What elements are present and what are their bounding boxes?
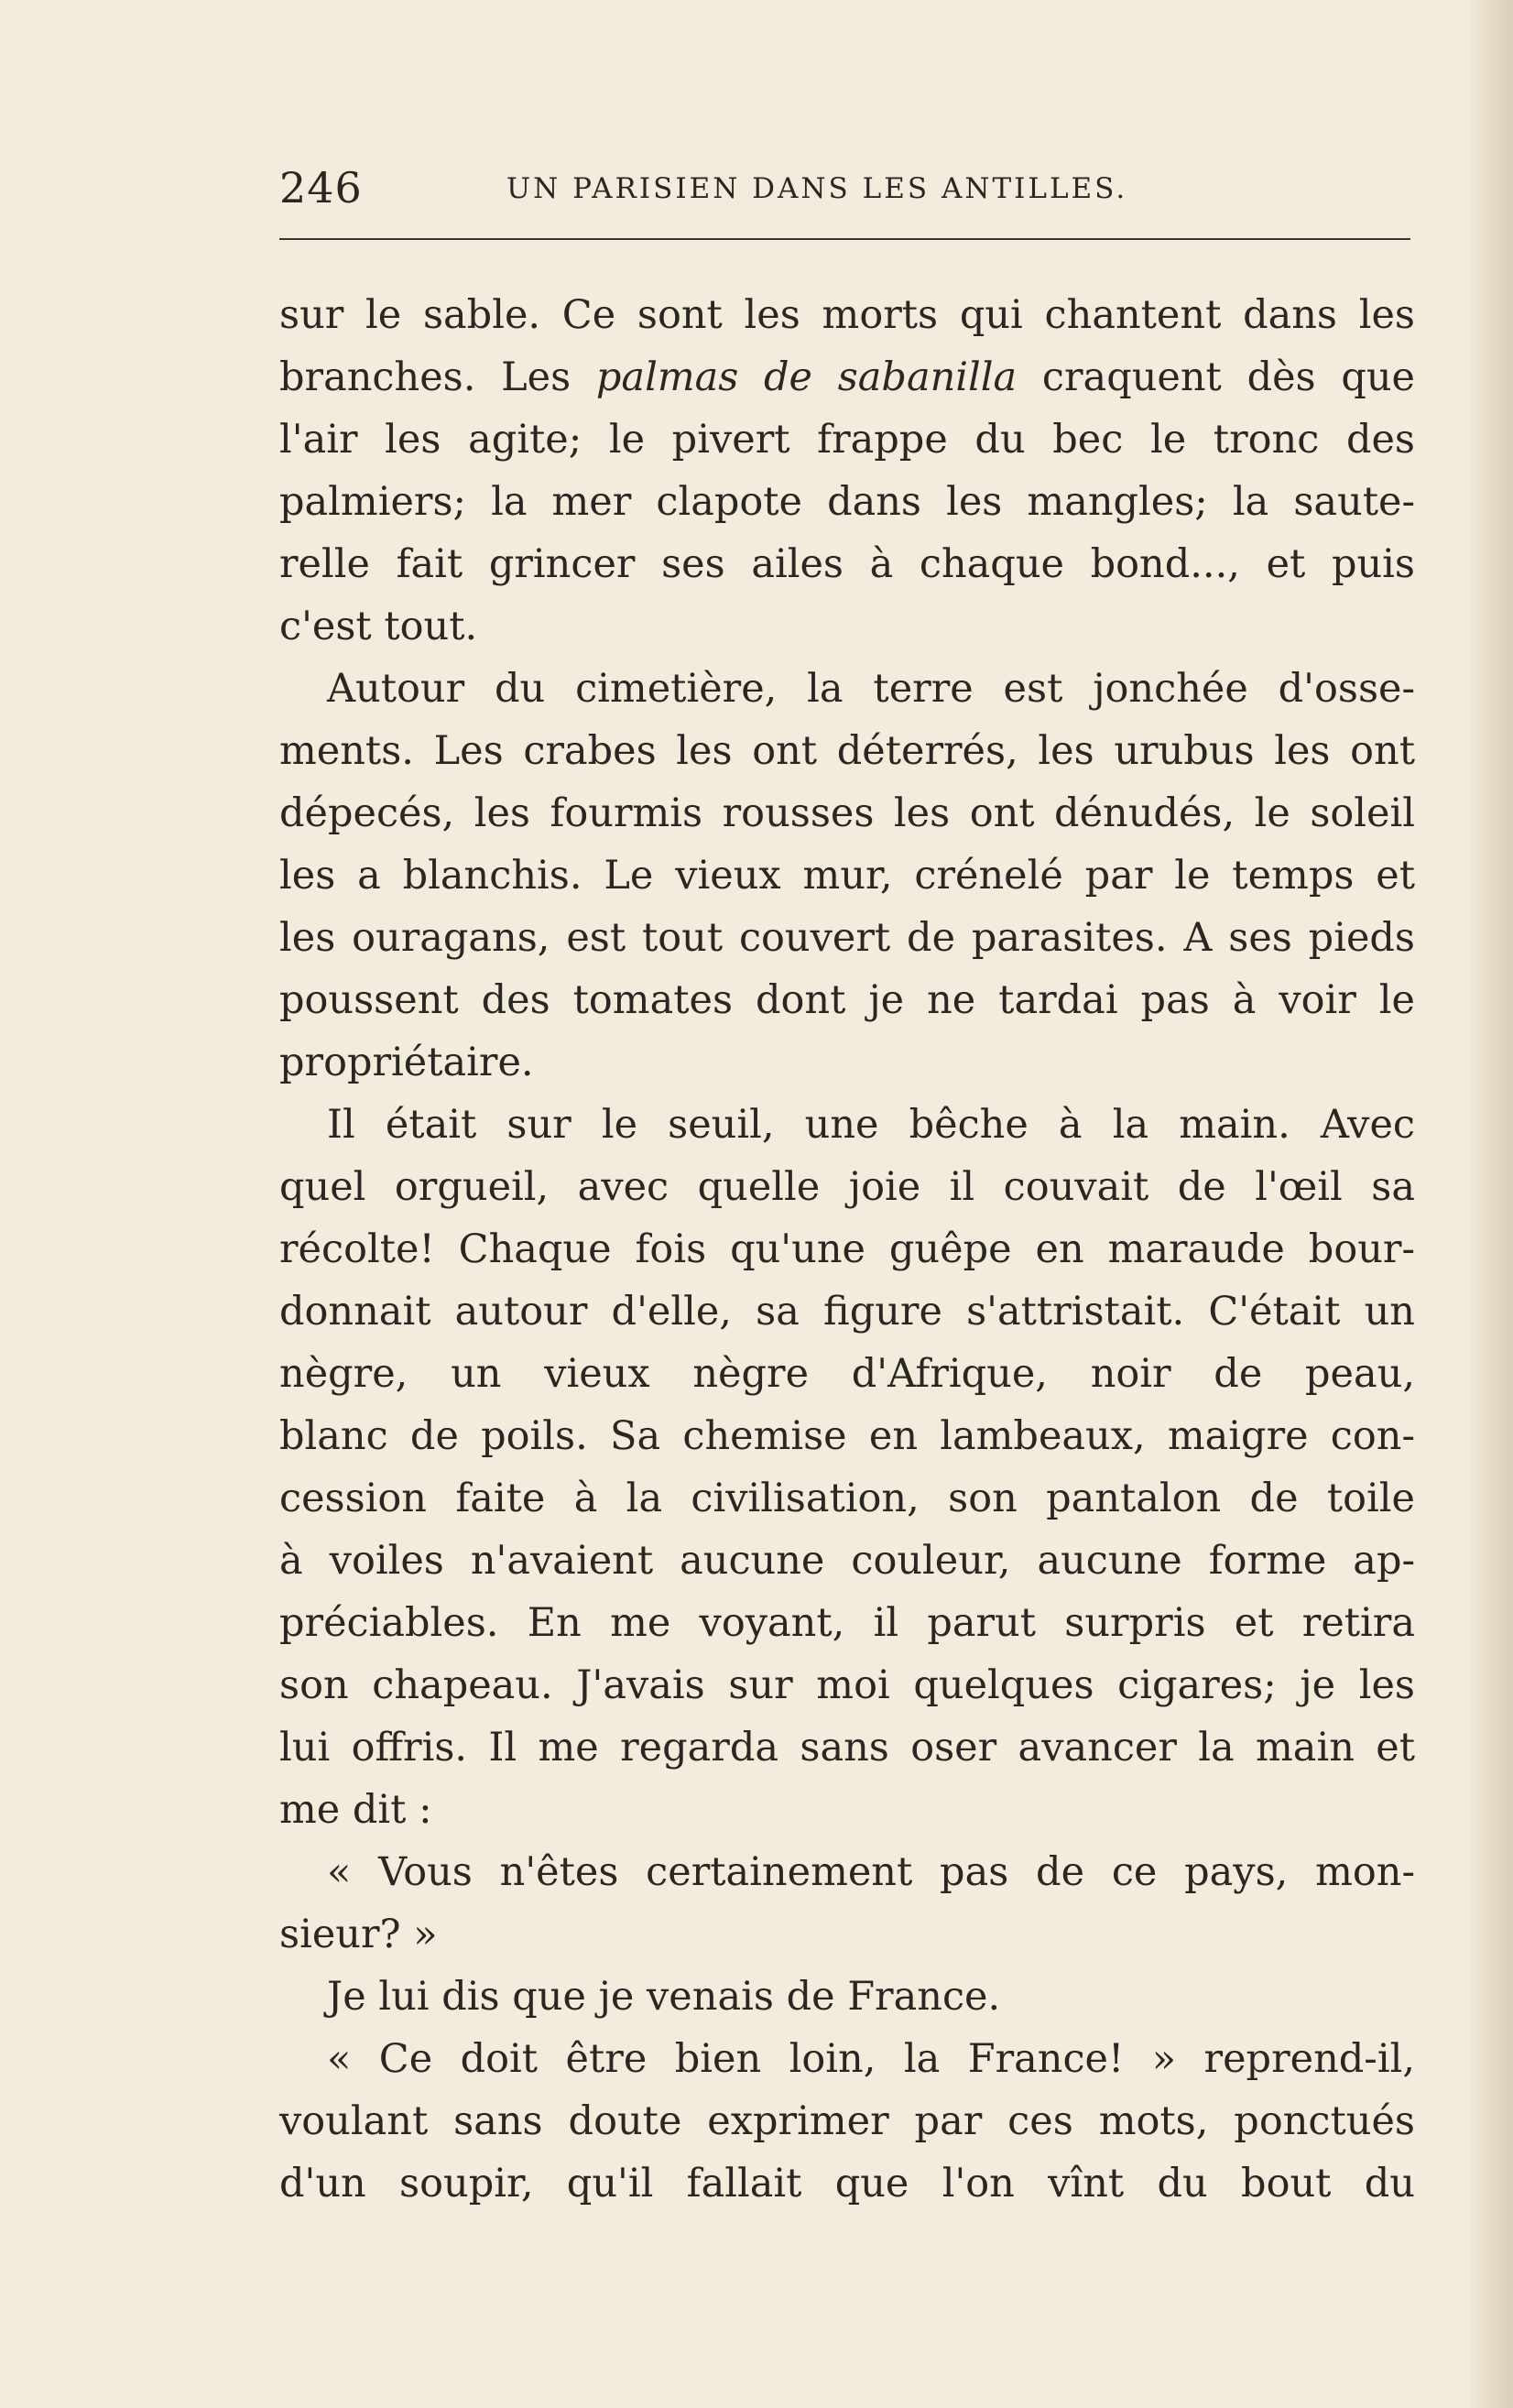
- text-line: sur le sable. Ce sont les morts qui chantent dans les: [279, 292, 1415, 338]
- text-span: craquent dès que: [1041, 354, 1416, 400]
- text-line: lui offris. Il me regarda sans oser avancer la main et: [279, 1725, 1415, 1771]
- italic-phrase: palmas de sabanilla: [595, 354, 1018, 400]
- text-line: Il était sur le seuil, une bêche à la main. Avec: [327, 1102, 1415, 1148]
- text-line: cession faite à la civilisation, son pantalon de toile: [279, 1476, 1415, 1521]
- text-line: l'air les agite; le pivert frappe du bec le tronc des: [279, 417, 1415, 463]
- text-line: nègre, un vieux nègre d'Afrique, noir de peau,: [279, 1351, 1415, 1397]
- text-line: [279, 346, 1415, 409]
- text-line: relle fait grincer ses ailes à chaque bond..., et puis: [279, 541, 1415, 587]
- text-line: donnait autour d'elle, sa figure s'attristait. C'était un: [279, 1289, 1415, 1335]
- text-line: « Vous n'êtes certainement pas de ce pays, mon-: [327, 1849, 1415, 1895]
- text-line: poussent des tomates dont je ne tardai pas à voir le: [279, 977, 1415, 1023]
- text-line: les ouragans, est tout couvert de parasites. A ses pieds: [279, 915, 1415, 961]
- text-line: son chapeau. J'avais sur moi quelques cigares; je les: [279, 1662, 1415, 1708]
- page-edge-shadow: [1471, 0, 1513, 2408]
- text-line: Autour du cimetière, la terre est jonchée d'osse-: [327, 666, 1415, 712]
- text-line: « Ce doit être bien loin, la France! » reprend-il,: [327, 2036, 1415, 2082]
- text-line: palmiers; la mer clapote dans les mangles; la saute-: [279, 479, 1415, 525]
- text-line: préciables. En me voyant, il parut surpris et retira: [279, 1600, 1415, 1646]
- page-number: 246: [279, 163, 363, 212]
- text-line: les a blanchis. Le vieux mur, crénelé par le temps et: [279, 853, 1415, 899]
- body-text: [279, 284, 1415, 2215]
- text-line: Je lui dis que je venais de France.: [327, 1974, 1001, 2020]
- text-line: d'un soupir, qu'il fallait que l'on vînt du bout du: [279, 2161, 1415, 2206]
- header-rule: [279, 238, 1410, 240]
- text-line: blanc de poils. Sa chemise en lambeaux, maigre con-: [279, 1413, 1415, 1459]
- running-head: [279, 163, 1410, 218]
- text-line: ments. Les crabes les ont déterrés, les urubus les ont: [279, 728, 1415, 774]
- text-line: c'est tout.: [279, 604, 478, 649]
- text-span: branches. Les: [279, 354, 571, 400]
- text-line: à voiles n'avaient aucune couleur, aucune forme ap-: [279, 1538, 1415, 1584]
- text-line: sieur? »: [279, 1912, 438, 1957]
- text-line: quel orgueil, avec quelle joie il couvait de l'œil sa: [279, 1164, 1415, 1210]
- text-line: récolte! Chaque fois qu'une guêpe en maraude bour-: [279, 1226, 1415, 1272]
- text-line: voulant sans doute exprimer par ces mots, ponctués: [279, 2098, 1415, 2144]
- text-line: propriétaire.: [279, 1040, 534, 1085]
- running-title: UN PARISIEN DANS LES ANTILLES.: [506, 172, 1128, 205]
- text-line: me dit :: [279, 1787, 432, 1833]
- text-line: dépecés, les fourmis rousses les ont dénudés, le soleil: [279, 790, 1415, 836]
